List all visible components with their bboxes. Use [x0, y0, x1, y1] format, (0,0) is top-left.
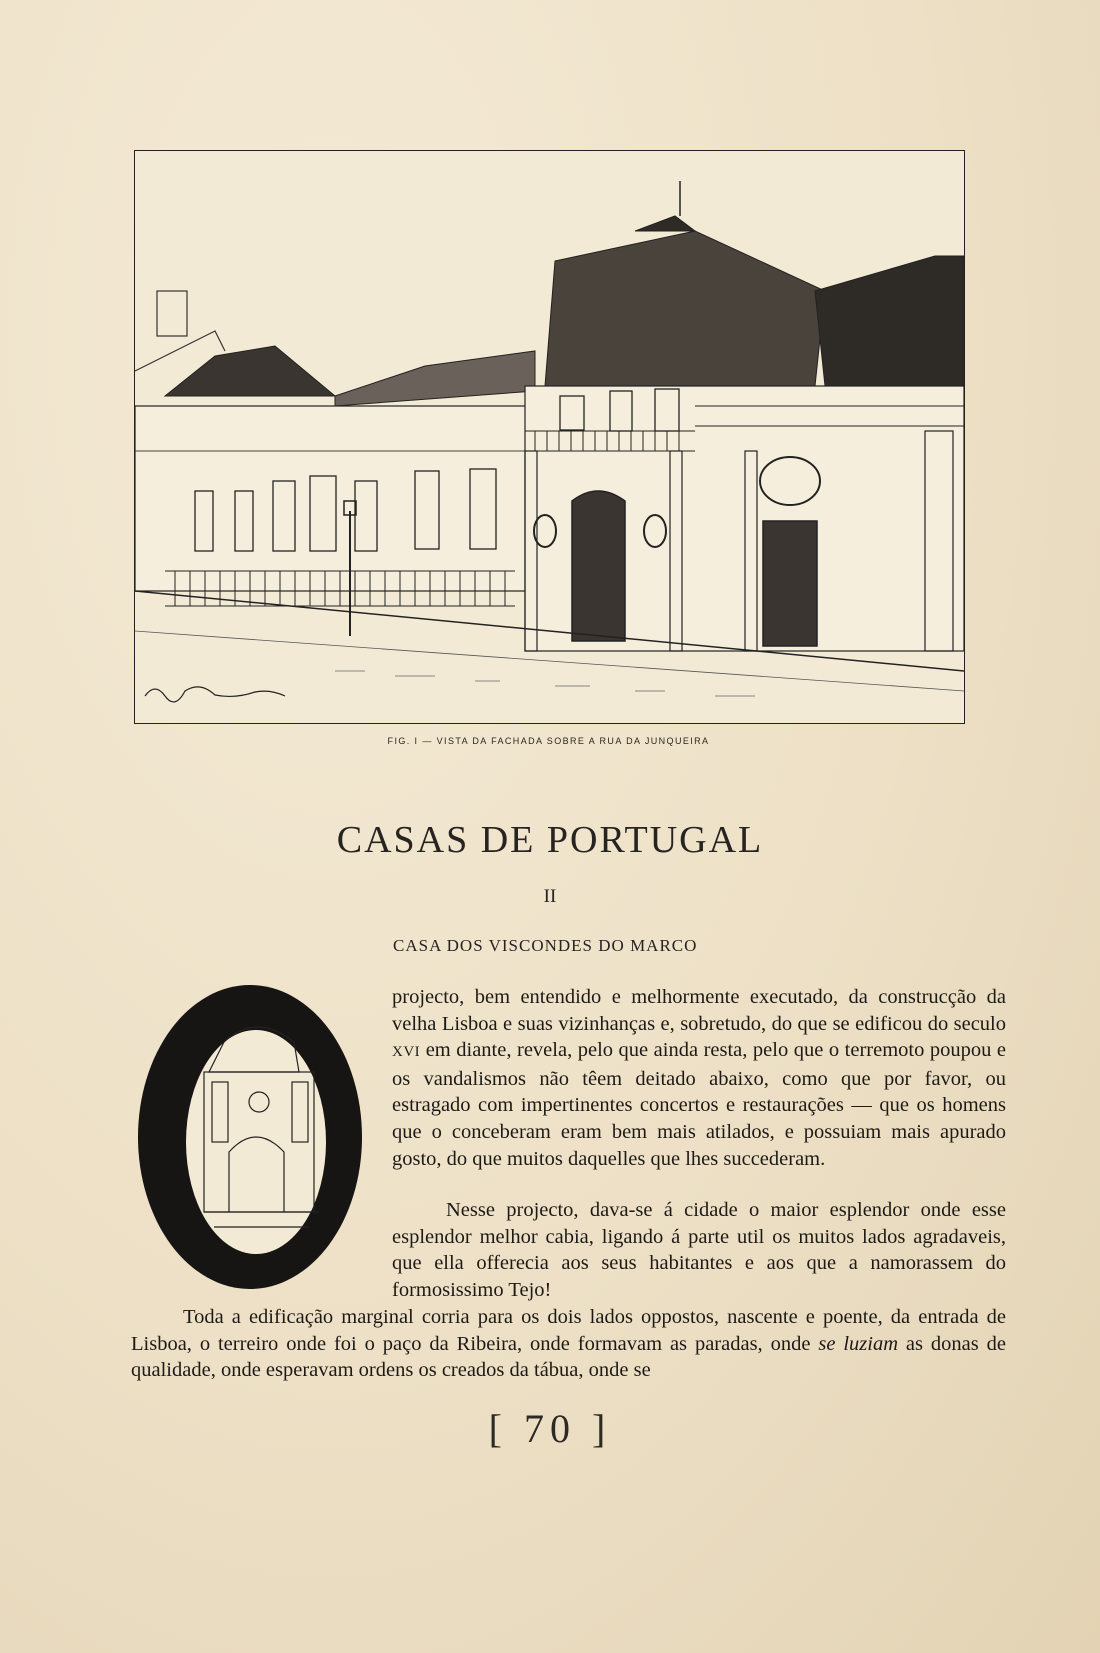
- article-title: CASAS DE PORTUGAL: [336, 819, 764, 861]
- facade-illustration: [134, 150, 965, 724]
- initial-o-illustration: [134, 982, 366, 1292]
- paragraph-1: projecto, bem entendido e melhormente executado, da construcção da velha Lisboa e suas vizinhanças e, sobretudo, do que se edificou do seculo XVI em diante, revela, pelo que ainda resta, pelo que o terremoto poupou e os vandalismos não têem deitado abaixo, como que por favor, ou estragado com impertinentes concertos e restaurações — que os homens que o conceberam eram bem mais atilados, e possuiam mais apurado gosto, do que muitos daquelles que lhes succederam.: [392, 986, 1006, 1170]
- page-number: [ 70 ]: [488, 1406, 612, 1451]
- figure-caption: FIG. I — VISTA DA FACHADA SOBRE A RUA DA JUNQUEIRA: [387, 736, 710, 746]
- paragraph-2: Nesse projecto, dava-se á cidade o maior esplendor onde esse esplendor melhor cabia, ligando á parte util os muitos lados agradaveis, que ella offerecia aos seus habitantes e aos que a namorassem do formosissimo Tejo!: [392, 1199, 1006, 1301]
- article-subtitle: CASA DOS VISCONDES DO MARCO: [393, 936, 698, 955]
- paragraph-3: Toda a edificação marginal corria para os dois lados oppostos, nascente e poente, da entrada de Lisboa, o terreiro onde foi o paço da Ribeira, onde formavam as paradas, onde se luziam as donas de qualidade, onde esperavam ordens os creados da tábua, onde se: [131, 1306, 1006, 1382]
- facade-drawing: [135, 151, 964, 723]
- part-number: II: [543, 886, 557, 907]
- decorated-initial-o: [134, 982, 366, 1292]
